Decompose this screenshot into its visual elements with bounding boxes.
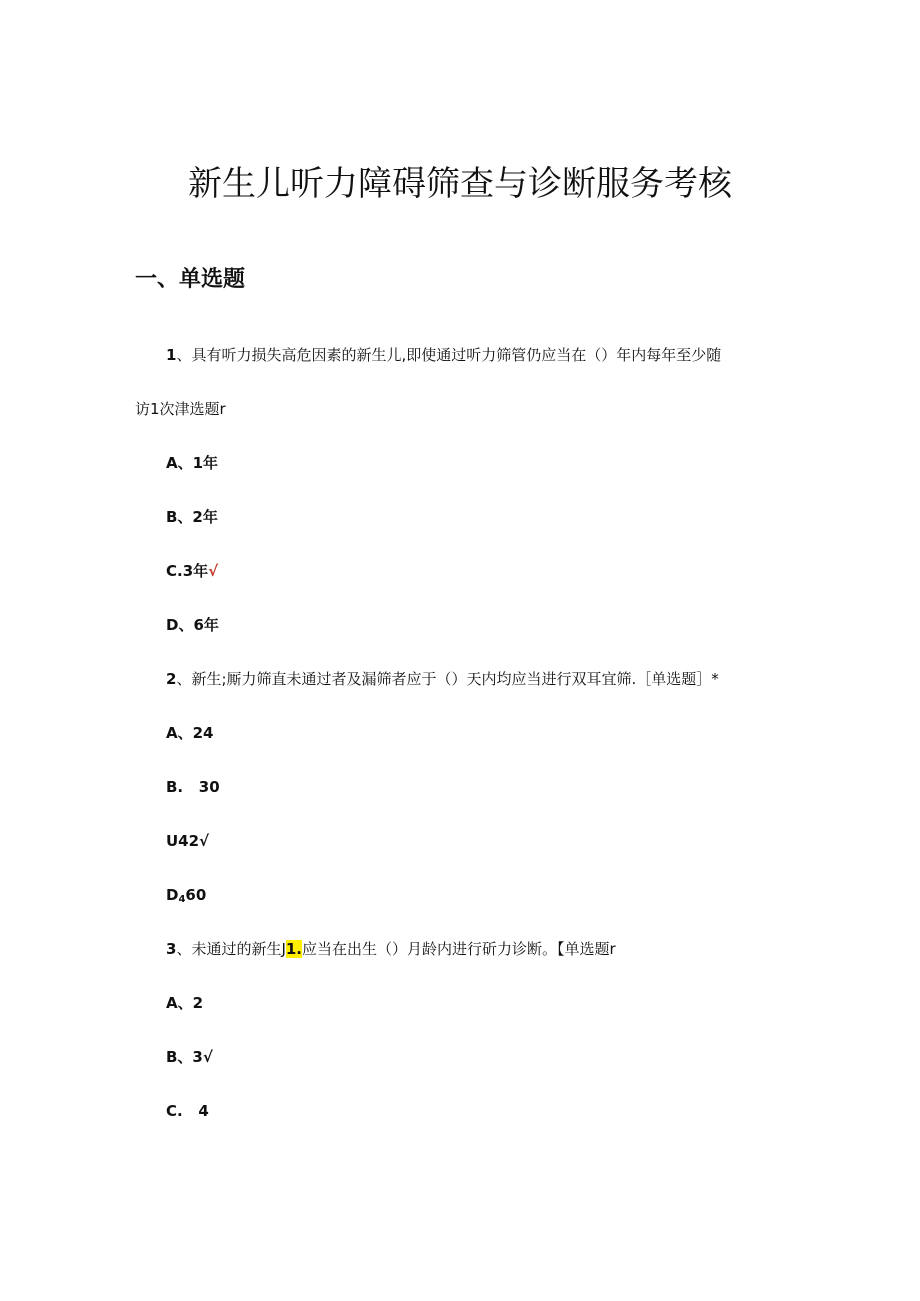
question-1-continuation: 访1次津选题r <box>135 400 226 418</box>
option-letter: D <box>166 886 179 904</box>
question-3 <box>166 938 616 960</box>
option-subscript: 4 <box>178 894 186 905</box>
question-1 <box>166 344 721 366</box>
option-1c <box>166 560 218 582</box>
option-3a: A、2 <box>166 994 204 1012</box>
question-number: 2 <box>166 670 177 688</box>
question-number: 1 <box>166 346 177 364</box>
option-1d: D、6年 <box>166 616 219 634</box>
question-text-after: 应当在出生（）月龄内进行斫力诊断。【单选题r <box>302 940 616 958</box>
option-3b: B、3√ <box>166 1048 213 1066</box>
option-2d <box>166 884 206 911</box>
option-value: 60 <box>185 886 207 904</box>
question-text-before: 、未通过的新生J <box>176 940 286 958</box>
option-2a: A、24 <box>166 724 214 742</box>
question-number: 3 <box>166 940 177 958</box>
section-heading: 一、单选题 <box>135 267 246 292</box>
option-2b: B. 30 <box>166 778 220 796</box>
option-1a: A、1年 <box>166 454 219 472</box>
question-2 <box>166 668 719 690</box>
option-2c: U42√ <box>166 832 210 850</box>
check-mark-icon: √ <box>208 562 219 580</box>
highlighted-text: 1. <box>285 940 303 958</box>
option-1b: B、2年 <box>166 508 218 526</box>
question-text: 、具有听力损失高危因素的新生儿,即使通过听力筛管仍应当在（）年内每年至少随 <box>176 346 722 364</box>
option-3c: C. 4 <box>166 1102 209 1120</box>
option-text: C.3年 <box>166 562 209 580</box>
question-text: 、新生;厮力筛直未通过者及漏筛者应于（）天内均应当进行双耳宜筛.［单选题］* <box>176 670 719 688</box>
page-title: 新生儿听力障碍筛查与诊断服务考核 <box>188 164 732 204</box>
